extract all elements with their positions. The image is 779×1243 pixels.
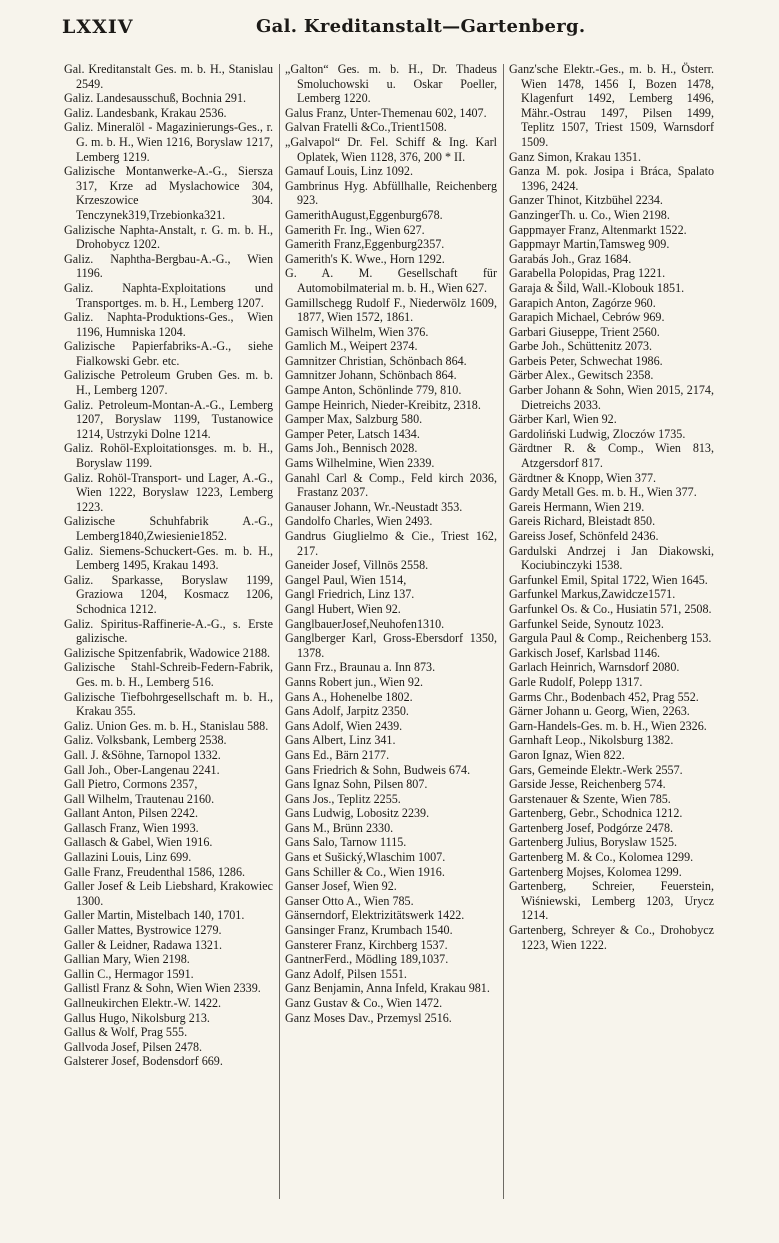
directory-entry: Galizische Spitzenfabrik, Wadowice 2188. bbox=[64, 645, 271, 660]
directory-entry: Gall Wilhelm, Trautenau 2160. bbox=[64, 791, 215, 806]
directory-entry: Gans Schiller & Co., Wien 1916. bbox=[285, 864, 445, 879]
directory-entry: Garber Johann & Sohn, Wien 2015, 2174, Dietreichs 2033. bbox=[509, 383, 714, 412]
directory-entry: GanglbauerJosef,Neuhofen1310. bbox=[285, 616, 445, 631]
directory-entry: „Galvapol“ Dr. Fel. Schiff & Ing. Karl Oplatek, Wien 1128, 376, 200 * II. bbox=[285, 134, 497, 164]
directory-entry: Galiz. Landesbank, Krakau 2536. bbox=[64, 105, 227, 120]
directory-entry: Gandolfo Charles, Wien 2493. bbox=[285, 514, 433, 529]
directory-entry: Garfunkel Seide, Synoutz 1023. bbox=[509, 616, 664, 631]
directory-entry: Galiz. Petroleum-Montan-A.-G., Lemberg 1207, Boryslaw 1199, Tustanowice 1214, Ustrzyki Dolne 1214. bbox=[64, 397, 273, 441]
directory-entry: GamerithAugust,Eggenburg678. bbox=[285, 207, 443, 222]
directory-entry: Galizische Petroleum Gruben Ges. m. b. H., Lemberg 1207. bbox=[64, 368, 273, 398]
page-header bbox=[0, 16, 779, 46]
directory-entry: Galler & Leidner, Radawa 1321. bbox=[64, 937, 223, 952]
column-2 bbox=[285, 62, 497, 1025]
directory-entry: Gamper Max, Salzburg 580. bbox=[285, 412, 423, 427]
running-title: Gal. Kreditanstalt—Gartenberg. bbox=[256, 16, 586, 37]
directory-entry: Galiz. Naphta-Exploitations und Transportges. m. b. H., Lemberg 1207. bbox=[64, 280, 273, 310]
directory-entry: Galizische Naphta-Anstalt, r. G. m. b. H., Drohobycz 1202. bbox=[64, 222, 273, 252]
directory-entry: „Galton“ Ges. m. b. H., Dr. Thadeus Smoluchowski u. Oskar Poeller, Lemberg 1220. bbox=[285, 62, 497, 106]
directory-entry: Gans Albert, Linz 341. bbox=[285, 733, 396, 748]
page-number: LXXIV bbox=[62, 16, 134, 38]
directory-entry: Gareis Hermann, Wien 219. bbox=[509, 499, 645, 514]
directory-entry: Gardy Metall Ges. m. b. H., Wien 377. bbox=[509, 485, 697, 500]
directory-entry: Gartenberg Josef, Podgórze 2478. bbox=[509, 820, 674, 835]
directory-entry: Gartenberg Mojses, Kolomea 1299. bbox=[509, 864, 682, 879]
directory-entry: Gamerith Franz,Eggenburg2357. bbox=[285, 237, 445, 252]
directory-entry: Gärner Johann u. Georg, Wien, 2263. bbox=[509, 704, 690, 719]
directory-entry: Garbe Joh., Schüttenitz 2073. bbox=[509, 339, 653, 354]
directory-entry: Garapich Michael, Cebrów 969. bbox=[509, 310, 665, 325]
directory-entry: Gamerith's K. Wwe., Horn 1292. bbox=[285, 251, 445, 266]
directory-entry: Gardoliński Ludwig, Zloczów 1735. bbox=[509, 426, 686, 441]
directory-entry: Gamper Peter, Latsch 1434. bbox=[285, 426, 420, 441]
directory-columns bbox=[0, 62, 779, 1212]
directory-entry: Ganahl Carl & Comp., Feld kirch 2036, Frastanz 2037. bbox=[285, 470, 497, 500]
directory-entry: Gansterer Franz, Kirchberg 1537. bbox=[285, 937, 448, 952]
directory-entry: Gall Pietro, Cormons 2357, bbox=[64, 777, 198, 792]
directory-entry: Gärber Alex., Gewitsch 2358. bbox=[509, 368, 654, 383]
directory-entry: Garabás Joh., Graz 1684. bbox=[509, 251, 632, 266]
directory-entry: Gans Adolf, Jarpitz 2350. bbox=[285, 704, 409, 719]
directory-entry: Galler Martin, Mistelbach 140, 1701. bbox=[64, 908, 245, 923]
directory-entry: Garkisch Josef, Karlsbad 1146. bbox=[509, 645, 661, 660]
directory-entry: Gappmayr Martin,Tamsweg 909. bbox=[509, 237, 670, 252]
directory-entry: Gans Friedrich & Sohn, Budweis 674. bbox=[285, 762, 471, 777]
directory-entry: Galizische Montanwerke-A.-G., Siersza 317, Krze ad Myslachowice 304, Krzeszowice 304. Tenczynek319,Trzebionka321. bbox=[64, 164, 273, 222]
directory-entry: Gal. Kreditanstalt Ges. m. b. H., Stanislau 2549. bbox=[64, 62, 273, 91]
directory-entry: Galizische Tiefbohrgesellschaft m. b. H., Krakau 355. bbox=[64, 689, 273, 719]
directory-entry: Gamisch Wilhelm, Wien 376. bbox=[285, 324, 429, 339]
directory-entry: Ganza M. pok. Josipa i Bráca, Spalato 1396, 2424. bbox=[509, 164, 714, 193]
directory-entry: Galizische Papierfabriks-A.-G., siehe Fialkowski Gebr. etc. bbox=[64, 339, 273, 368]
directory-entry: Gall Joh., Ober-Langenau 2241. bbox=[64, 762, 220, 777]
directory-entry: Gambrinus Hyg. Abfüllhalle, Reichenberg 923. bbox=[285, 178, 497, 208]
directory-entry: Gangel Paul, Wien 1514, bbox=[285, 572, 407, 587]
column-1 bbox=[64, 62, 273, 1069]
directory-entry: Galiz. Sparkasse, Boryslaw 1199, Graziowa 1204, Kosmacz 1206, Schodnica 1212. bbox=[64, 572, 273, 616]
directory-entry: Galiz. Naphta-Produktions-Ges., Wien 1196, Humniska 1204. bbox=[64, 310, 273, 339]
directory-entry: Gardulski Andrzej i Jan Diakowski, Kociubinczyki 1538. bbox=[509, 543, 714, 573]
directory-entry: Gamillschegg Rudolf F., Niederwölz 1609, 1877, Wien 1572, 1861. bbox=[285, 295, 497, 325]
directory-entry: Gallin C., Hermagor 1591. bbox=[64, 966, 194, 981]
directory-entry: Garfunkel Os. & Co., Husiatin 571, 2508. bbox=[509, 601, 712, 616]
directory-entry: Ganser Josef, Wien 92. bbox=[285, 879, 397, 894]
directory-entry: Gangl Friedrich, Linz 137. bbox=[285, 587, 415, 602]
directory-entry: Gartenberg M. & Co., Kolomea 1299. bbox=[509, 850, 694, 865]
directory-entry: Galiz. Union Ges. m. b. H., Stanislau 588. bbox=[64, 718, 269, 733]
directory-entry: Gamnitzer Christian, Schönbach 864. bbox=[285, 353, 467, 368]
directory-entry: Galiz. Rohöl-Exploitationsges. m. b. H., Boryslaw 1199. bbox=[64, 441, 273, 471]
directory-entry: Galizische Stahl-Schreib-Federn-Fabrik, Ges. m. b. H., Lemberg 516. bbox=[64, 660, 273, 689]
directory-entry: Gartenberg, Schreier, Feuerstein, Wiśniewski, Lemberg 1203, Urycz 1214. bbox=[509, 879, 714, 923]
directory-entry: Gall. J. &Söhne, Tarnopol 1332. bbox=[64, 747, 221, 762]
directory-entry: Ganz Moses Dav., Przemysl 2516. bbox=[285, 1010, 452, 1025]
directory-entry: Ganz Adolf, Pilsen 1551. bbox=[285, 966, 407, 981]
directory-entry: G. A. M. Gesellschaft für Automobilmaterial m. b. H., Wien 627. bbox=[285, 266, 497, 295]
directory-entry: Gans Adolf, Wien 2439. bbox=[285, 718, 403, 733]
directory-entry: Garfunkel Markus,Zawidcze1571. bbox=[509, 587, 676, 602]
directory-entry: Galsterer Josef, Bodensdorf 669. bbox=[64, 1054, 223, 1069]
directory-entry: Gansinger Franz, Krumbach 1540. bbox=[285, 923, 453, 938]
directory-entry: Gangl Hubert, Wien 92. bbox=[285, 601, 401, 616]
directory-entry: Gans Jos., Teplitz 2255. bbox=[285, 791, 401, 806]
directory-entry: Gars, Gemeinde Elektr.-Werk 2557. bbox=[509, 762, 683, 777]
directory-entry: Garbari Giuseppe, Trient 2560. bbox=[509, 324, 660, 339]
directory-entry: Galiz. Siemens-Schuckert-Ges. m. b. H., Lemberg 1495, Krakau 1493. bbox=[64, 543, 273, 573]
directory-entry: Galvan Fratelli &Co.,Trient1508. bbox=[285, 120, 447, 135]
directory-entry: Galler Mattes, Bystrowice 1279. bbox=[64, 923, 222, 938]
directory-entry: Garlach Heinrich, Warnsdorf 2080. bbox=[509, 660, 680, 675]
directory-entry: Gärber Karl, Wien 92. bbox=[509, 412, 617, 427]
directory-entry: Galler Josef & Leib Liebshard, Krakowiec 1300. bbox=[64, 879, 273, 908]
directory-entry: Gallvoda Josef, Pilsen 2478. bbox=[64, 1039, 203, 1054]
directory-entry: Galizische Schuhfabrik A.-G., Lemberg1840,Zwiesienie1852. bbox=[64, 514, 273, 543]
directory-entry: Galiz. Naphtha-Bergbau-A.-G., Wien 1196. bbox=[64, 251, 273, 281]
directory-entry: Gärdtner & Knopp, Wien 377. bbox=[509, 470, 657, 485]
directory-entry: Garle Rudolf, Polepp 1317. bbox=[509, 674, 643, 689]
directory-entry: Garn-Handels-Ges. m. b. H., Wien 2326. bbox=[509, 718, 707, 733]
directory-entry: Ganz Simon, Krakau 1351. bbox=[509, 149, 641, 164]
directory-entry: Garstenauer & Szente, Wien 785. bbox=[509, 791, 671, 806]
directory-entry: Gandrus Giuglielmo & Cie., Triest 162, 217. bbox=[285, 529, 497, 558]
directory-entry: Gans A., Hohenelbe 1802. bbox=[285, 689, 413, 704]
directory-entry: Gartenberg Julius, Boryslaw 1525. bbox=[509, 835, 678, 850]
column-3 bbox=[509, 62, 714, 952]
directory-entry: Ganz Benjamin, Anna Infeld, Krakau 981. bbox=[285, 981, 490, 996]
directory-entry: GanzingerTh. u. Co., Wien 2198. bbox=[509, 207, 670, 222]
directory-entry: Gampe Heinrich, Nieder-Kreibitz, 2318. bbox=[285, 397, 481, 412]
directory-entry: Ganglberger Karl, Gross-Ebersdorf 1350, 1378. bbox=[285, 631, 497, 660]
directory-entry: Ganser Otto A., Wien 785. bbox=[285, 893, 414, 908]
directory-entry: Gallneukirchen Elektr.-W. 1422. bbox=[64, 996, 222, 1010]
directory-entry: Gann Frz., Braunau a. Inn 873. bbox=[285, 660, 436, 675]
directory-entry: GantnerFerd., Mödling 189,1037. bbox=[285, 952, 449, 967]
directory-entry: Gallus & Wolf, Prag 555. bbox=[64, 1025, 188, 1040]
directory-entry: Garms Chr., Bodenbach 452, Prag 552. bbox=[509, 689, 699, 704]
directory-entry: Ganz'sche Elektr.-Ges., m. b. H., Österr. Wien 1478, 1456 I, Bozen 1478, Klagenfurt 1492, Lemberg 1496, Mähr.-Ostrau 1497, Pilsen 1499, Teplitz 1507, Triest 1509, Warnsdorf 1509. bbox=[509, 62, 714, 149]
directory-entry: Gallian Mary, Wien 2198. bbox=[64, 952, 190, 967]
directory-entry: Ganeider Josef, Villnös 2558. bbox=[285, 558, 429, 573]
directory-entry: Gans Salo, Tarnow 1115. bbox=[285, 835, 407, 850]
directory-entry: Ganzer Thinot, Kitzbühel 2234. bbox=[509, 193, 663, 208]
directory-entry: Gartenberg, Gebr., Schodnica 1212. bbox=[509, 806, 683, 821]
directory-entry: Galiz. Spiritus-Raffinerie-A.-G., s. Erste galizische. bbox=[64, 616, 273, 646]
directory-entry: Gallazini Louis, Linz 699. bbox=[64, 850, 192, 865]
directory-entry: Garapich Anton, Zagórze 960. bbox=[509, 295, 656, 310]
directory-entry: Gampe Anton, Schönlinde 779, 810. bbox=[285, 383, 462, 398]
directory-entry: Gallistl Franz & Sohn, Wien Wien 2339. bbox=[64, 981, 261, 996]
directory-entry: Galiz. Mineralöl - Magazinierungs-Ges., r. G. m. b. H., Wien 1216, Boryslaw 1217, Lemberg 1219. bbox=[64, 120, 273, 164]
directory-entry: Ganauser Johann, Wr.-Neustadt 353. bbox=[285, 499, 463, 514]
directory-entry: Garon Ignaz, Wien 822. bbox=[509, 747, 625, 762]
directory-entry: Gallant Anton, Pilsen 2242. bbox=[64, 806, 199, 821]
directory-entry: Garfunkel Emil, Spital 1722, Wien 1645. bbox=[509, 572, 708, 587]
directory-entry: Gams Joh., Bennisch 2028. bbox=[285, 441, 418, 456]
directory-entry: Galiz. Rohöl-Transport- und Lager, A.-G., Wien 1222, Boryslaw 1223, Lemberg 1223. bbox=[64, 470, 273, 514]
directory-entry: Gans Ludwig, Lobositz 2239. bbox=[285, 806, 430, 821]
directory-entry: Gamerith Fr. Ing., Wien 627. bbox=[285, 222, 425, 237]
directory-entry: Gareis Richard, Bleistadt 850. bbox=[509, 514, 656, 529]
directory-entry: Gareiss Josef, Schönfeld 2436. bbox=[509, 529, 659, 543]
directory-entry: Garabella Polopidas, Prag 1221. bbox=[509, 266, 666, 281]
directory-entry: Galiz. Volksbank, Lemberg 2538. bbox=[64, 733, 227, 748]
directory-entry: Galus Franz, Unter-Themenau 602, 1407. bbox=[285, 105, 487, 120]
directory-entry: Gans Ignaz Sohn, Pilsen 807. bbox=[285, 777, 428, 792]
directory-entry: Gallus Hugo, Nikolsburg 213. bbox=[64, 1010, 210, 1025]
directory-entry: Gamauf Louis, Linz 1092. bbox=[285, 164, 413, 179]
directory-entry: Gappmayer Franz, Altenmarkt 1522. bbox=[509, 222, 687, 237]
directory-entry: Ganns Robert jun., Wien 92. bbox=[285, 674, 424, 689]
directory-entry: Gans Ed., Bärn 2177. bbox=[285, 747, 390, 762]
directory-entry: Galiz. Landesausschuß, Bochnia 291. bbox=[64, 91, 247, 106]
directory-entry: Gallasch Franz, Wien 1993. bbox=[64, 820, 199, 835]
directory-entry: Ganz Gustav & Co., Wien 1472. bbox=[285, 996, 443, 1010]
directory-entry: Gamnitzer Johann, Schönbach 864. bbox=[285, 368, 457, 383]
directory-entry: Gans et Sušický,Wlaschim 1007. bbox=[285, 850, 446, 865]
directory-entry: Gargula Paul & Comp., Reichenberg 153. bbox=[509, 631, 712, 646]
directory-entry: Garnhaft Leop., Nikolsburg 1382. bbox=[509, 733, 674, 748]
directory-entry: Gams Wilhelmine, Wien 2339. bbox=[285, 456, 435, 471]
directory-entry: Galle Franz, Freudenthal 1586, 1286. bbox=[64, 864, 246, 879]
directory-entry: Garside Jesse, Reichenberg 574. bbox=[509, 777, 666, 792]
directory-entry: Gallasch & Gabel, Wien 1916. bbox=[64, 835, 213, 850]
directory-entry: Garaja & Šild, Wall.-Klobouk 1851. bbox=[509, 280, 685, 295]
directory-entry: Gamlich M., Weipert 2374. bbox=[285, 339, 418, 354]
directory-entry: Gänserndorf, Elektrizitätswerk 1422. bbox=[285, 908, 465, 923]
directory-entry: Gartenberg, Schreyer & Co., Drohobycz 1223, Wien 1222. bbox=[509, 923, 714, 952]
directory-entry: Garbeis Peter, Schwechat 1986. bbox=[509, 353, 663, 368]
directory-entry: Gans M., Brünn 2330. bbox=[285, 820, 394, 835]
directory-entry: Gärdtner R. & Comp., Wien 813, Atzgersdorf 817. bbox=[509, 441, 714, 471]
